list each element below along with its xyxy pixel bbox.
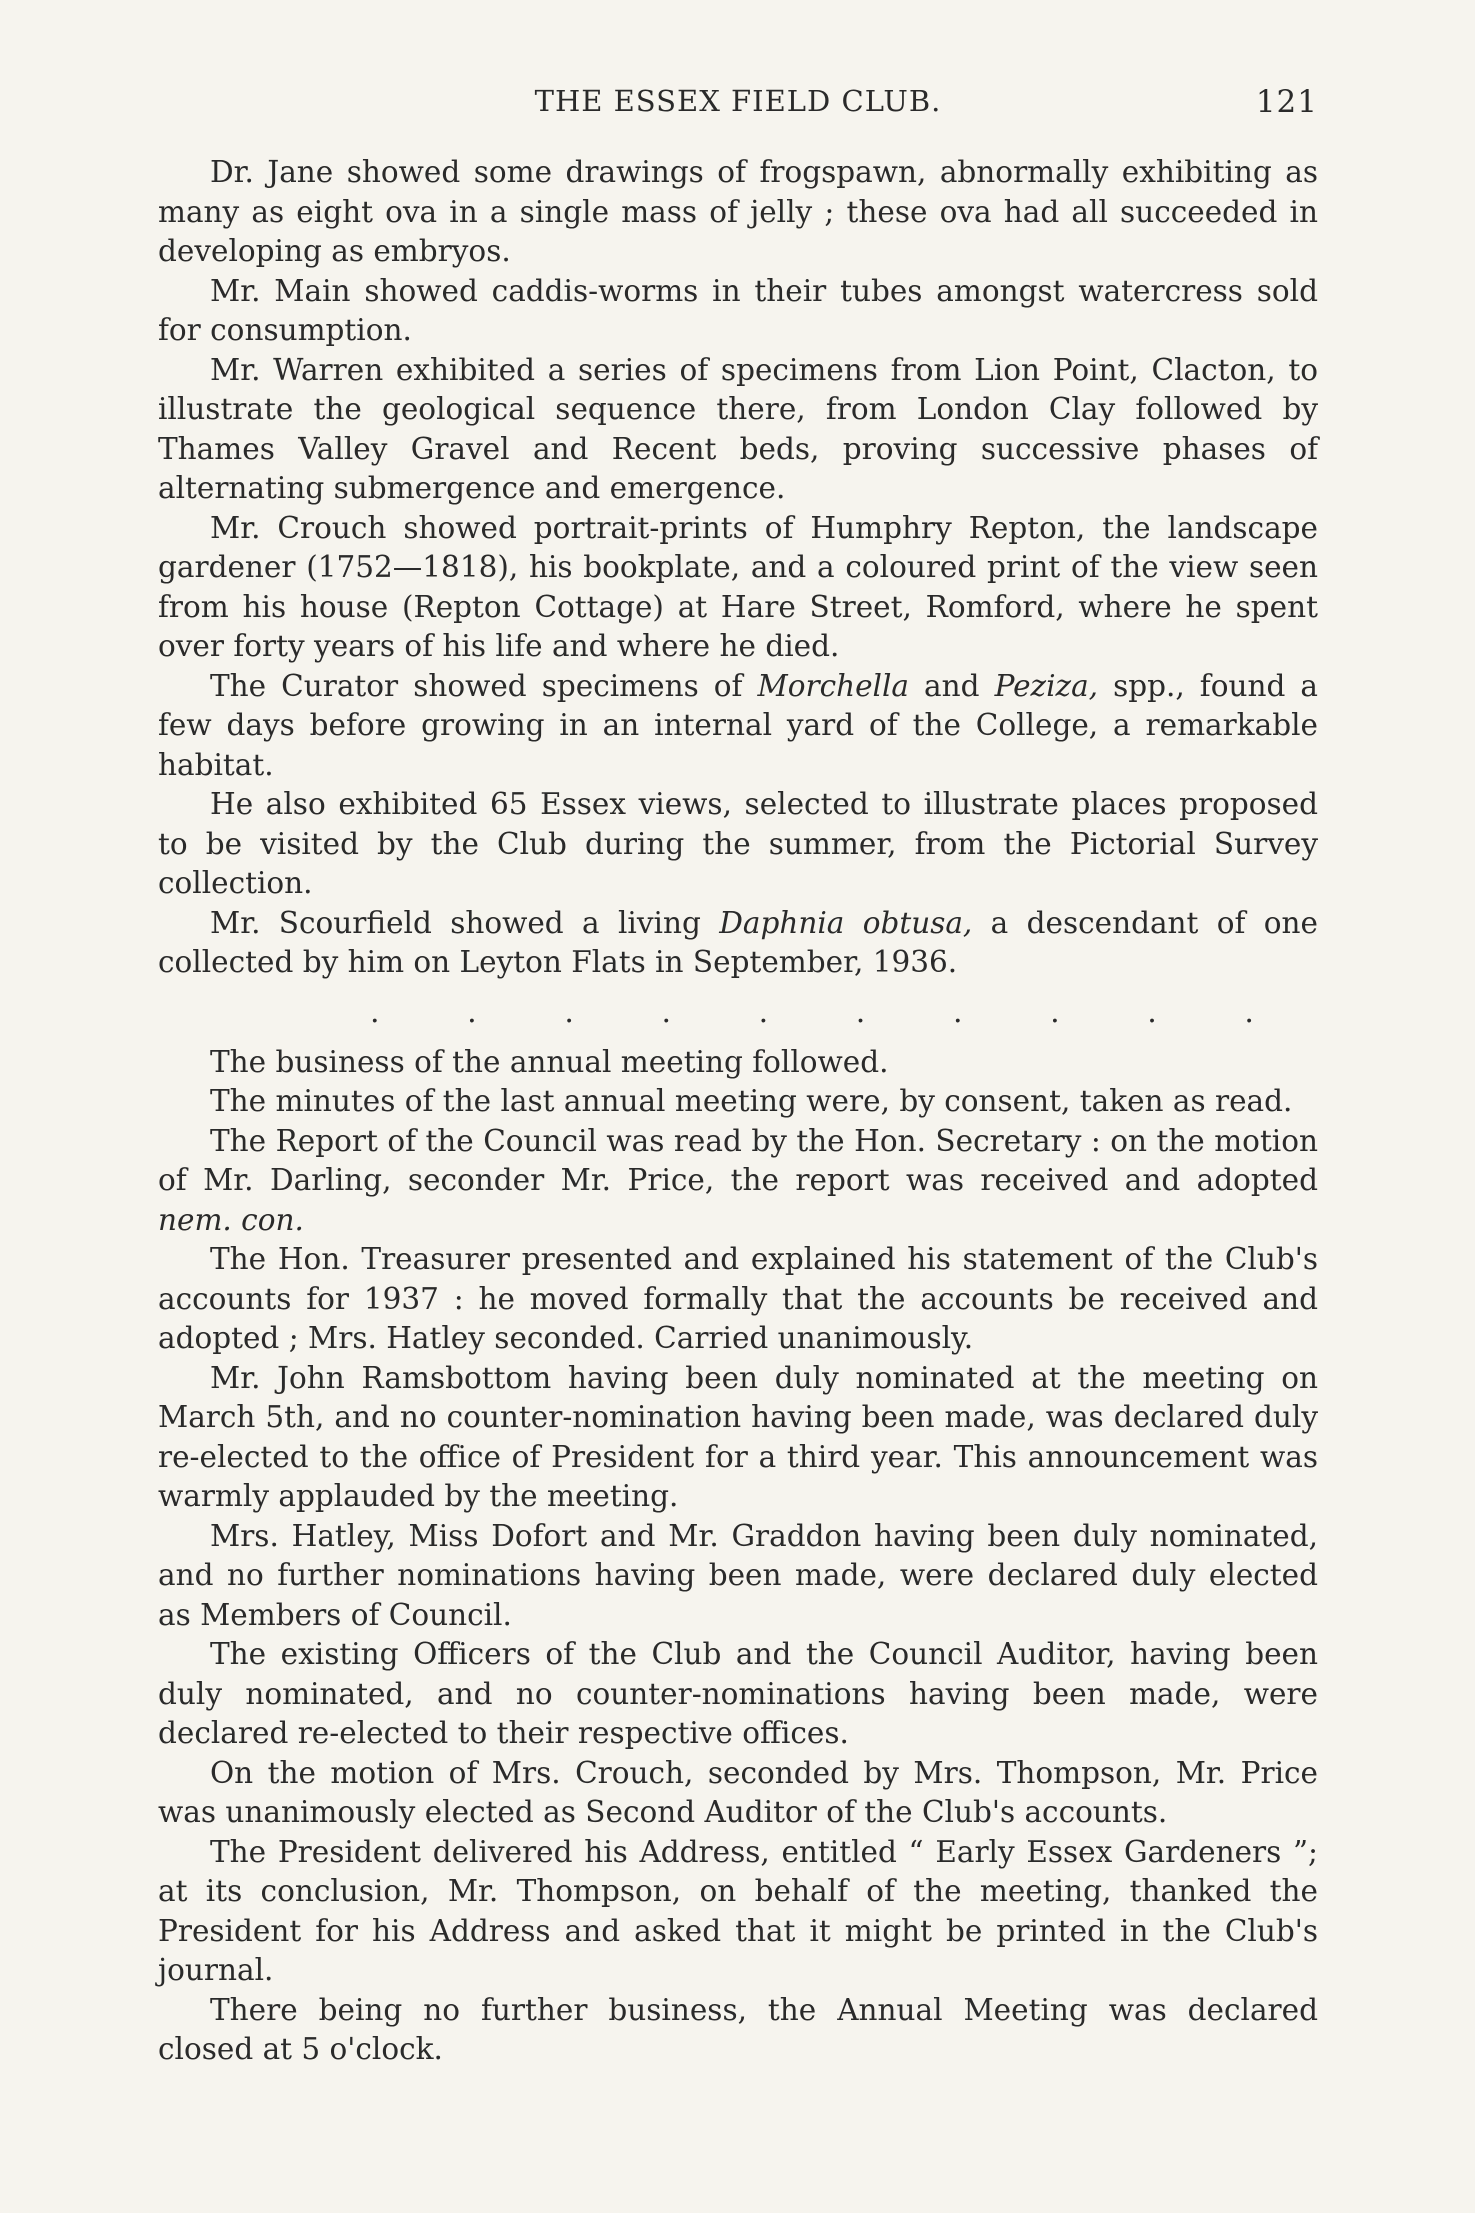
paragraph-jane: Dr. Jane showed some drawings of frogspawn, abnormally exhibiting as many as eight ova in a single mass of jelly ; these ova had all succeeded in developing as embryos. <box>158 155 1318 268</box>
separator-dot: . <box>758 994 769 1030</box>
species-name: Peziza, <box>994 668 1099 703</box>
separator-dot: . <box>952 994 963 1030</box>
paragraph-warren: Mr. Warren exhibited a series of specimens from Lion Point, Clacton, to illustrate the geological sequence there, from London Clay followed by Thames Valley Gravel and Recent beds, proving successive phases of alternating submergence and emergence. <box>158 352 1318 505</box>
separator-dot: . <box>661 994 672 1030</box>
species-name: Morchella <box>757 668 910 703</box>
paragraph-address: The President delivered his Address, entitled “ Early Essex Gardeners ”; at its conclusion, Mr. Thompson, on behalf of the meeting, thanked the President for his Address and asked that it might be printed in the Club's journal. <box>158 1834 1318 1987</box>
separator-dot: . <box>1147 994 1157 1030</box>
paragraph-officers: The existing Officers of the Club and the Council Auditor, having been duly nominated, and no counter-nominations having been made, were declared re-elected to their respective offices. <box>158 1637 1318 1750</box>
paragraph-main: Mr. Main showed caddis-worms in their tubes amongst watercress sold for consumption. <box>158 273 1318 347</box>
paragraph-treasurer: The Hon. Treasurer presented and explained his statement of the Club's accounts for 1937 : he moved formally that the accounts be received and adopted ; Mrs. Hatley seconded. Carried unanimously. <box>158 1242 1318 1355</box>
separator-dot: . <box>855 994 866 1030</box>
paragraph-president-election: Mr. John Ramsbottom having been duly nominated at the meeting on March 5th, and no counter-nomination having been made, was declared duly re-elected to the office of President for a third year. This announcement was warmly applauded by the meeting. <box>158 1360 1318 1513</box>
running-head <box>158 84 1318 124</box>
paragraph-auditor: On the motion of Mrs. Crouch, seconded by Mrs. Thompson, Mr. Price was unanimously elected as Second Auditor of the Club's accounts. <box>158 1755 1318 1829</box>
section-separator <box>158 983 1318 1043</box>
paragraph-curator: The Curator showed specimens of Morchella and Peziza, spp., found a few days before growing in an internal yard of the College, a remarkable habitat. <box>158 668 1318 782</box>
separator-dot: . <box>370 994 380 1030</box>
separator-dot: . <box>1244 994 1254 1030</box>
separator-dot: . <box>1050 994 1060 1030</box>
running-title: THE ESSEX FIELD CLUB. <box>534 84 942 118</box>
paragraph-scourfield: Mr. Scourfield showed a living Daphnia obtusa, a descendant of one collected by him on Leyton Flats in September, 1936. <box>158 905 1319 979</box>
paragraph-business: The business of the annual meeting followed. <box>210 1044 889 1079</box>
paragraph-essex-views: He also exhibited 65 Essex views, selected to illustrate places proposed to be visited by the Club during the summer, from the Pictorial Survey collection. <box>158 787 1318 900</box>
species-name: Daphnia obtusa, <box>719 905 973 940</box>
paragraph-minutes: The minutes of the last annual meeting were, by consent, taken as read. <box>210 1084 1293 1118</box>
paragraph-council-election: Mrs. Hatley, Miss Dofort and Mr. Graddon having been duly nominated, and no further nominations having been made, were declared duly elected as Members of Council. <box>158 1518 1318 1632</box>
separator-dot: . <box>564 994 574 1030</box>
page-number: 121 <box>1255 84 1318 120</box>
paragraph-crouch: Mr. Crouch showed portrait-prints of Humphry Repton, the landscape gardener (1752—1818), his bookplate, and a coloured print of the view seen from his house (Repton Cottage) at Hare Street, Romford, where he spent over forty years of his life and where he died. <box>158 510 1318 663</box>
latin-phrase: nem. con. <box>158 1202 304 1237</box>
paragraph-closing: There being no further business, the Annual Meeting was declared closed at 5 o'clock. <box>158 1992 1318 2066</box>
separator-dot: . <box>467 994 477 1030</box>
body-text <box>158 153 1318 2070</box>
paragraph-report: The Report of the Council was read by the Hon. Secretary : on the motion of Mr. Darling, seconder Mr. Price, the report was received and adopted nem. con. <box>158 1123 1318 1237</box>
